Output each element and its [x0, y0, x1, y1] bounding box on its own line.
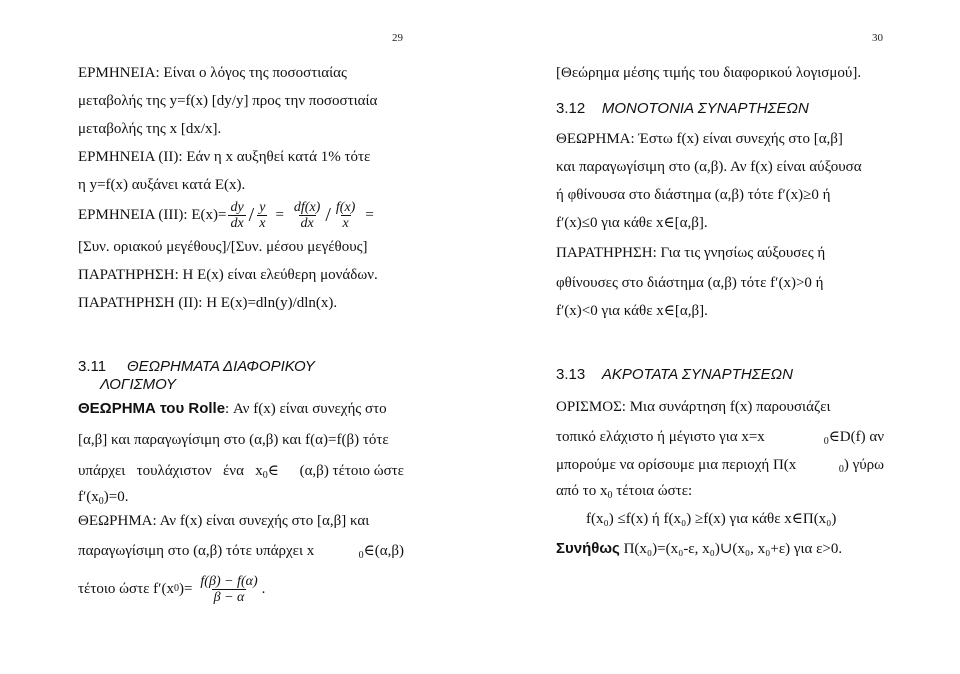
text-line: μπορούμε να ορίσουμε μια περιοχή Π(x $_0$) γύρω — [556, 457, 884, 475]
text-line: ΕΡΜΗΝΕΙΑ: Είναι ο λόγος της ποσοστιαίας — [78, 65, 347, 81]
text-line: [Θεώρημα μέσης τιμής του διαφορικού λογισμού]. — [556, 65, 862, 81]
section-heading: 3.12 ΜΟΝΟΤΟΝΙΑ ΣΥΝΑΡΤΗΣΕΩΝ — [556, 100, 809, 117]
fraction: $\frac{f(\beta) - f(\alpha)}{\beta - \alpha}$ — [200, 573, 258, 605]
text-line: ΠΑΡΑΤΗΡΗΣΗ: Για τις γνησίως αύξουσες ή — [556, 245, 826, 261]
page-number: 29 — [392, 32, 403, 44]
text-line: υπάρχει τουλάχιστον ένα $x_0\in$ (α,β) τέτοιο ώστε — [78, 463, 404, 481]
text-line: τοπικό ελάχιστο ή μέγιστο για x=x $_0$∈D(f) αν — [556, 429, 884, 447]
section-heading: 3.11 ΘΕΩΡΗΜΑΤΑ ΔΙΑΦΟΡΙΚΟΥ — [78, 358, 315, 375]
text-line: από το $x_0$ τέτοια ώστε: — [556, 483, 693, 501]
text-line: παραγωγίσιμη στο (α,β) τότε υπάρχει x $_0$∈(α,β) — [78, 543, 404, 561]
fraction: $\frac{df(x)}{dx}$ — [293, 199, 321, 231]
text-line: ή φθίνουσα στο διάστημα (α,β) τότε f′(x)≥0 ή — [556, 187, 831, 203]
text-line: ΠΑΡΑΤΗΡΗΣΗ (ΙΙ): Η E(x)=dln(y)/dln(x). — [78, 295, 338, 311]
text-line: και παραγωγίσιμη στο (α,β). Αν f(x) είναι αύξουσα — [556, 159, 862, 175]
text-line: φθίνουσες στο διάστημα (α,β) τότε f′(x)>0 ή — [556, 275, 824, 291]
text-line: ΠΑΡΑΤΗΡΗΣΗ: Η E(x) είναι ελεύθερη μονάδων. — [78, 267, 378, 283]
fraction: $\frac{y}{x}$ — [259, 199, 266, 231]
page-right — [480, 0, 960, 674]
text-line: ΟΡΙΣΜΟΣ: Μια συνάρτηση f(x) παρουσιάζει — [556, 399, 831, 415]
text-line: [Συν. οριακού μεγέθους]/[Συν. μέσου μεγέθους] — [78, 239, 368, 255]
text-line: μεταβολής της x [dx/x]. — [78, 121, 222, 137]
fraction: $\frac{dy}{dx}$ — [230, 199, 244, 231]
inequality-line: f(x₀) ≤f(x) ή f(x₀) ≥f(x) για κάθε x∈Π(x₀) — [586, 511, 837, 527]
page-number: 30 — [872, 32, 883, 44]
section-heading: ΛΟΓΙΣΜΟΥ — [100, 376, 176, 393]
elasticity-formula: ΕΡΜΗΝΕΙΑ (ΙΙΙ): E(x)= $\frac{dy}{dx}$ / $\frac{y}{x}$ = $\frac{df(x)}{dx}$ / $\frac{f(x)}{x}$ = — [78, 199, 374, 231]
text-line: ΘΕΩΡΗΜΑ: Αν f(x) είναι συνεχής στο [α,β] και — [78, 513, 370, 529]
text-line: f′(x)≤0 για κάθε x∈[α,β]. — [556, 215, 708, 231]
text-line: η y=f(x) αυξάνει κατά E(x). — [78, 177, 246, 193]
text-line: ΕΡΜΗΝΕΙΑ (ΙΙ): Εάν η x αυξηθεί κατά 1% τότε — [78, 149, 371, 165]
mean-value-formula: τέτοιο ώστε f′(x 0 )= $\frac{f(\beta) - f(\alpha)}{\beta - \alpha}$ . — [78, 573, 266, 605]
text-line: f′(x)<0 για κάθε x∈[α,β]. — [556, 303, 708, 319]
fraction: $\frac{f(x)}{x}$ — [335, 199, 356, 231]
text-line: μεταβολής της y=f(x) [dy/y] προς την ποσοστιαία — [78, 93, 378, 109]
text-line: [α,β] και παραγωγίσιμη στο (α,β) και f(α)=f(β) τότε — [78, 432, 389, 448]
text-line: $f'(x_0)=0$. — [78, 489, 129, 507]
text-line: Συνήθως Π(x₀)=(x₀-ε, x₀)∪(x₀, x₀+ε) για ε>0. — [556, 540, 843, 557]
text-line: ΘΕΩΡΗΜΑ: Έστω f(x) είναι συνεχής στο [α,β] — [556, 131, 843, 147]
text-line: ΘΕΩΡΗΜΑ του Rolle: Αν f(x) είναι συνεχής στο — [78, 400, 387, 417]
section-heading: 3.13 ΑΚΡΟΤΑΤΑ ΣΥΝΑΡΤΗΣΕΩΝ — [556, 366, 793, 383]
